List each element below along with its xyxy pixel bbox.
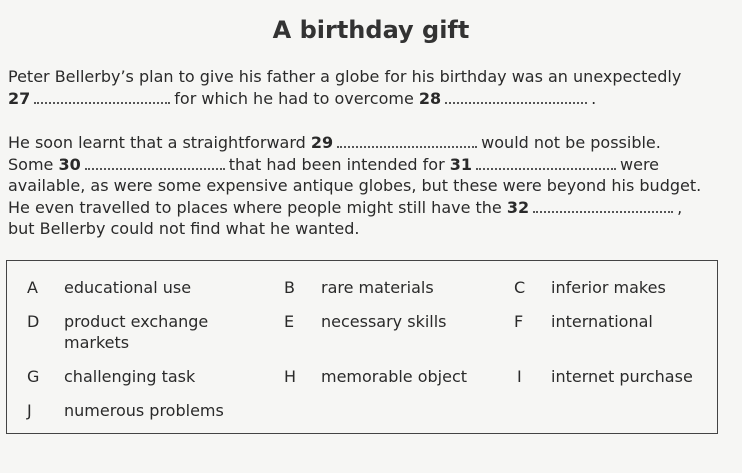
paragraph-text: for which he had to overcome [174, 88, 414, 108]
gap-number-31: 31 [449, 154, 473, 174]
option-text: memorable object [321, 367, 468, 386]
gap-number-27: 27 [8, 88, 31, 108]
gap-blank-32[interactable] [533, 210, 673, 213]
page-title: A birthday gift [272, 16, 470, 44]
option-letter: H [284, 367, 297, 386]
option-letter: D [27, 312, 40, 331]
option-letter: I [517, 367, 522, 386]
option-text: necessary skills [321, 312, 447, 331]
paragraph-text: He soon learnt that a straightforward [8, 133, 306, 152]
option-text: challenging task [64, 367, 196, 386]
paragraph-2 [8, 132, 738, 240]
option-text: international [551, 312, 653, 331]
gap-number-32: 32 [506, 197, 530, 217]
gap-number-28: 28 [418, 88, 442, 108]
option-letter: G [27, 367, 40, 386]
option-text: inferior makes [551, 278, 666, 297]
option-letter: C [514, 278, 526, 297]
paragraph-text: would not be possible. [481, 133, 661, 152]
gap-number-30: 30 [58, 154, 81, 174]
paragraph-text: . [591, 88, 597, 108]
option-text: rare materials [321, 278, 434, 297]
option-text: internet purchase [551, 367, 693, 386]
paragraph-text: Some [8, 154, 54, 174]
gap-blank-27[interactable] [34, 101, 170, 104]
gap-blank-28[interactable] [445, 101, 587, 104]
paragraph-text: available, as were some expensive antique globes, but these were beyond his budget. [8, 176, 702, 195]
gap-blank-29[interactable] [337, 145, 477, 148]
paragraph-text: , [677, 197, 683, 217]
paragraph-text: were [620, 154, 660, 174]
gap-blank-31[interactable] [476, 167, 616, 170]
gap-blank-30[interactable] [85, 167, 225, 170]
option-text: educational use [64, 278, 192, 297]
option-letter: E [284, 312, 295, 331]
option-letter: J [27, 401, 32, 420]
option-text: numerous problems [64, 401, 224, 420]
option-letter: F [514, 312, 524, 331]
paragraph-text: Peter Bellerby’s plan to give his father a globe for his birthday was an unexpectedly [8, 67, 682, 86]
paragraph-1 [8, 66, 738, 109]
option-letter: B [284, 278, 295, 297]
gap-number-29: 29 [310, 133, 334, 152]
paragraph-text: but Bellerby could not find what he wanted. [8, 219, 360, 238]
options-box [6, 260, 718, 434]
paragraph-text: that had been intended for [228, 154, 445, 174]
option-text: product exchange markets [64, 312, 209, 352]
paragraph-text: He even travelled to places where people might still have the [8, 197, 502, 217]
option-letter: A [27, 278, 38, 297]
